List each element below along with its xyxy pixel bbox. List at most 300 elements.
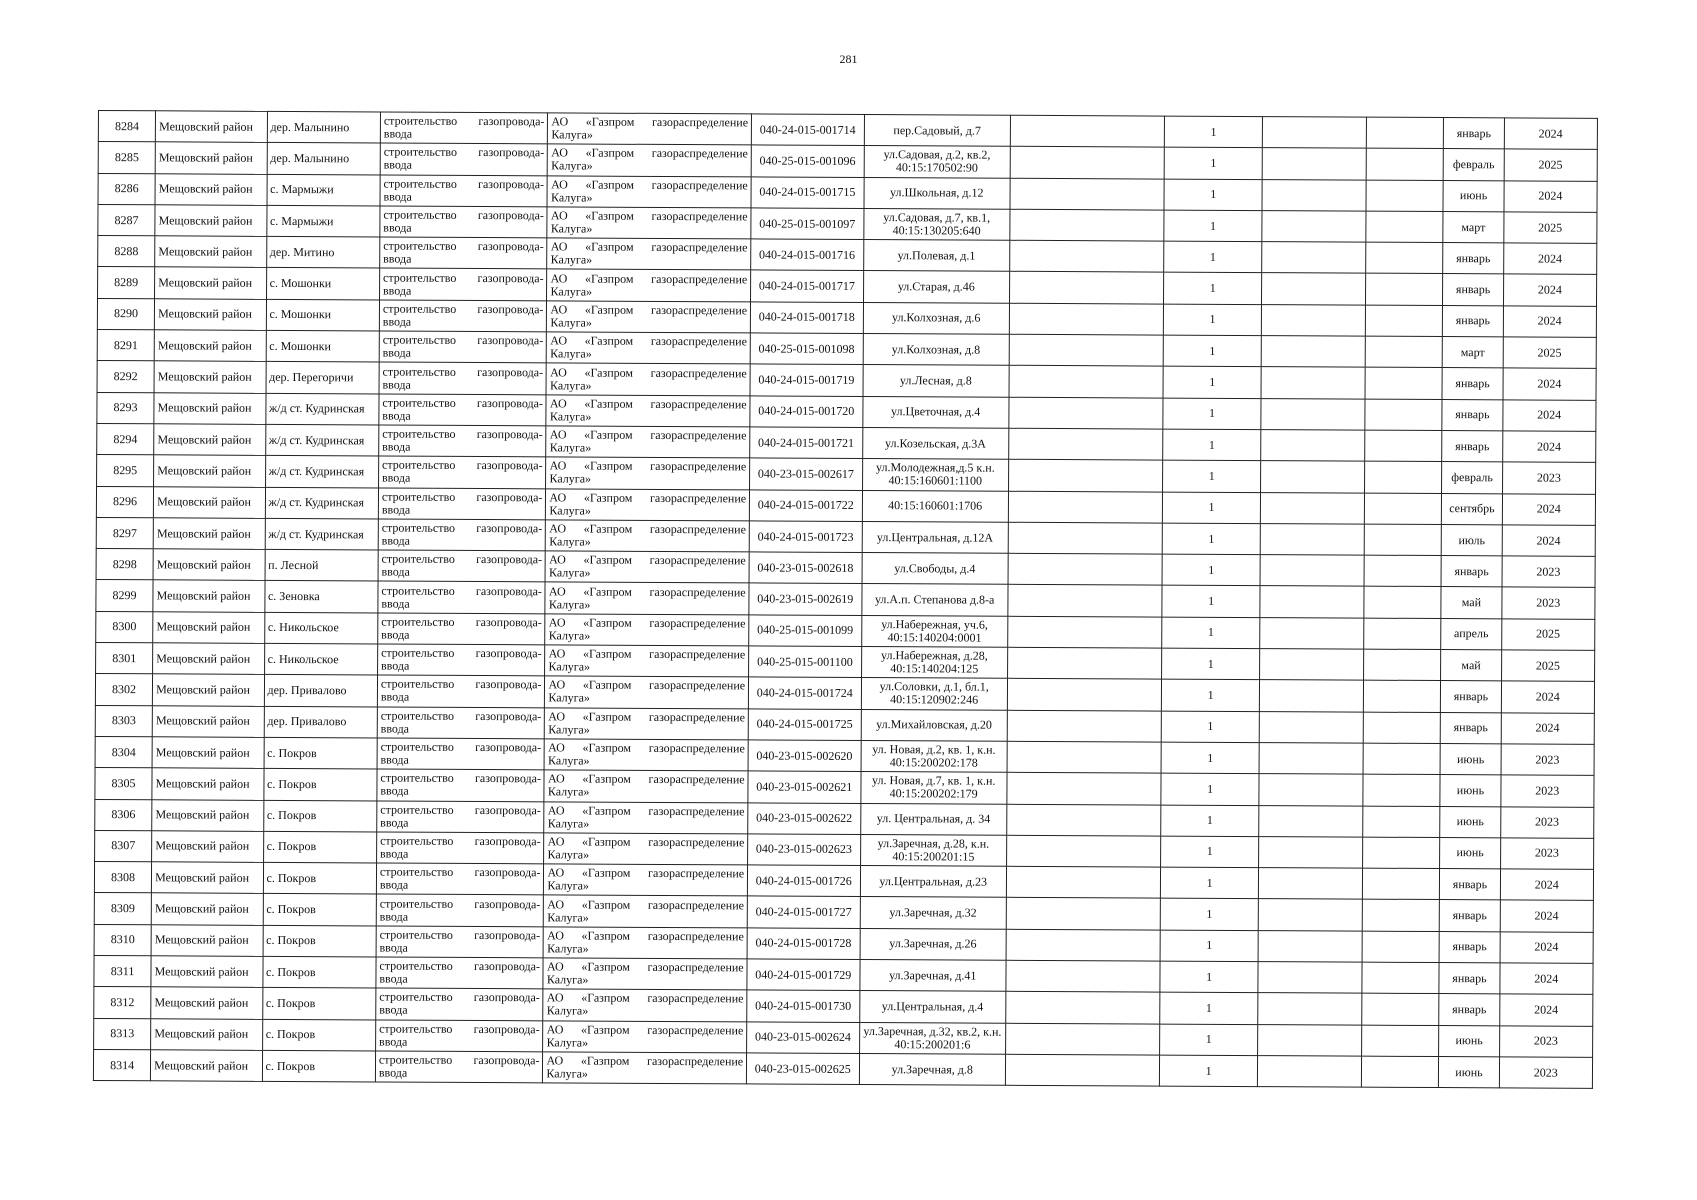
- address-cell: [862, 521, 1009, 553]
- org-word3: газораспределение: [648, 834, 745, 850]
- address-line1: ул.Колхозная, д.8: [891, 341, 981, 357]
- locality-cell: с. Покров: [264, 737, 378, 769]
- empty-cell: [1257, 1024, 1362, 1056]
- work-type-cell: [379, 331, 547, 363]
- year-cell: 2024: [1501, 681, 1595, 713]
- empty-cell: [1262, 148, 1367, 180]
- work-type-word2: газопровода-: [477, 239, 544, 254]
- quantity-cell: 1: [1163, 523, 1260, 555]
- work-type-word3: ввода: [380, 658, 410, 673]
- locality-cell: ж/д ст. Кудринская: [265, 456, 379, 488]
- empty-cell: [1259, 617, 1364, 649]
- address-line1: ул.Садовая, д.2, кв.2,: [883, 147, 991, 163]
- address-cell: [863, 208, 1010, 240]
- project-code-cell: 040-24-015-001720: [750, 396, 863, 428]
- row-number: 8292: [97, 361, 154, 393]
- row-number: 8284: [98, 111, 155, 143]
- org-word1: АО: [551, 114, 569, 129]
- org-word4: Калуга»: [551, 158, 593, 174]
- district-cell: Мещовский район: [152, 768, 264, 800]
- organization-cell: [543, 989, 747, 1021]
- address-cell: [861, 647, 1008, 679]
- org-word4: Калуга»: [546, 1035, 589, 1050]
- org-word1: АО: [551, 145, 569, 160]
- locality-cell: с. Покров: [262, 988, 376, 1020]
- address-cell: [861, 615, 1008, 647]
- locality-cell: с. Мошонки: [266, 268, 380, 300]
- org-word1: АО: [548, 740, 565, 755]
- year-cell: 2024: [1503, 368, 1597, 400]
- row-number: 8303: [95, 705, 152, 737]
- row-number: 8312: [94, 987, 151, 1019]
- table-row: [93, 1049, 1592, 1088]
- work-type-word1: строительство: [383, 207, 457, 222]
- org-word2: «Газпром: [583, 521, 633, 536]
- org-word2: «Газпром: [583, 552, 633, 568]
- work-type-word2: газопровода-: [476, 395, 543, 411]
- work-type-word3: ввода: [380, 752, 409, 767]
- district-cell: Мещовский район: [152, 705, 264, 737]
- month-cell: июнь: [1440, 743, 1500, 775]
- empty-cell: [1007, 741, 1162, 773]
- org-word4: Калуга»: [549, 534, 591, 549]
- row-number: 8305: [95, 768, 152, 800]
- year-cell: 2024: [1503, 243, 1597, 275]
- locality-cell: с. Покров: [262, 1019, 376, 1051]
- organization-cell: [544, 895, 748, 927]
- address-cell: [859, 991, 1006, 1023]
- locality-cell: дер. Перегоричи: [266, 362, 380, 394]
- address-line1: ул.Молодежная,д.5 к.н.: [876, 460, 995, 476]
- month-cell: март: [1443, 211, 1503, 243]
- empty-cell: [1258, 962, 1363, 994]
- address-cell: [863, 177, 1010, 209]
- org-word3: газораспределение: [650, 428, 747, 443]
- quantity-cell: 1: [1164, 210, 1261, 242]
- work-type-word2: газопровода-: [473, 959, 541, 974]
- org-word2: «Газпром: [583, 615, 632, 630]
- org-word1: АО: [550, 270, 568, 286]
- quantity-cell: 1: [1162, 648, 1259, 680]
- organization-cell: [545, 676, 749, 708]
- work-type-word1: строительство: [383, 176, 457, 191]
- row-number: 8297: [96, 517, 153, 549]
- org-word2: «Газпром: [581, 897, 631, 912]
- empty-cell: [1257, 1055, 1362, 1087]
- quantity-cell: 1: [1160, 961, 1257, 993]
- organization-cell: [545, 739, 749, 771]
- year-cell: 2024: [1501, 712, 1595, 744]
- year-cell: 2023: [1500, 838, 1594, 870]
- empty-cell: [1006, 866, 1161, 898]
- empty-cell: [1362, 931, 1439, 963]
- address-cell: [864, 146, 1011, 178]
- project-code-cell: 040-23-015-002620: [748, 740, 861, 772]
- work-type-word2: газопровода-: [474, 802, 541, 817]
- district-cell: Мещовский район: [151, 1018, 263, 1050]
- empty-cell: [1363, 712, 1440, 744]
- org-word2: «Газпром: [581, 865, 631, 881]
- locality-cell: п. Лесной: [265, 550, 379, 582]
- organization-cell: [543, 1052, 747, 1084]
- empty-cell: [1365, 368, 1442, 400]
- org-word3: газораспределение: [648, 772, 745, 787]
- address-cell: [863, 240, 1010, 272]
- address-cell: [863, 365, 1010, 397]
- org-word1: АО: [550, 208, 568, 223]
- project-code-cell: 040-24-015-001717: [751, 270, 864, 302]
- org-word1: АО: [550, 302, 568, 317]
- work-type-word3: ввода: [380, 783, 409, 799]
- org-word3: газораспределение: [649, 584, 746, 599]
- month-cell: январь: [1441, 712, 1501, 744]
- project-code-cell: 040-25-015-001096: [751, 145, 864, 177]
- empty-cell: [1010, 240, 1165, 272]
- month-cell: январь: [1441, 556, 1501, 588]
- org-word3: газораспределение: [647, 960, 744, 975]
- work-type-word3: ввода: [381, 533, 411, 548]
- org-word2: «Газпром: [585, 239, 634, 255]
- organization-cell: [546, 363, 750, 395]
- empty-cell: [1010, 209, 1165, 241]
- empty-cell: [1365, 305, 1442, 337]
- org-word3: газораспределение: [647, 991, 744, 1006]
- empty-cell: [1365, 399, 1442, 431]
- empty-cell: [1008, 553, 1163, 585]
- empty-cell: [1362, 1025, 1439, 1057]
- work-type-word3: ввода: [381, 596, 410, 611]
- work-type-word3: ввода: [382, 377, 411, 392]
- work-type-word3: ввода: [379, 909, 409, 924]
- org-word2: «Газпром: [582, 803, 631, 818]
- org-word3: газораспределение: [651, 271, 748, 287]
- empty-cell: [1363, 837, 1440, 869]
- work-type-word3: ввода: [379, 877, 409, 892]
- district-cell: Мещовский район: [156, 111, 268, 143]
- org-word2: «Газпром: [581, 1022, 630, 1037]
- work-type-word2: газопровода-: [474, 833, 541, 849]
- work-type-cell: [376, 894, 544, 926]
- org-word2: «Газпром: [583, 490, 633, 505]
- organization-cell: [547, 175, 751, 207]
- work-type-word2: газопровода-: [477, 208, 544, 223]
- work-type-cell: [376, 957, 544, 989]
- year-cell: 2025: [1501, 650, 1595, 682]
- quantity-cell: 1: [1164, 179, 1261, 211]
- org-word4: Калуга»: [546, 972, 589, 987]
- project-code-cell: 040-25-015-001098: [750, 333, 863, 365]
- row-number: 8304: [95, 736, 152, 768]
- address-cell: [861, 584, 1008, 616]
- empty-cell: [1366, 242, 1443, 274]
- month-cell: май: [1441, 650, 1501, 682]
- district-cell: Мещовский район: [154, 455, 266, 487]
- year-cell: 2025: [1501, 619, 1595, 651]
- work-type-word1: строительство: [380, 833, 454, 848]
- work-type-cell: [376, 832, 544, 864]
- work-type-word3: ввода: [383, 126, 413, 141]
- work-type-cell: [378, 613, 546, 645]
- district-cell: Мещовский район: [151, 925, 263, 957]
- org-word3: газораспределение: [647, 928, 744, 944]
- work-type-cell: [378, 581, 546, 613]
- work-type-cell: [376, 863, 544, 895]
- project-code-cell: 040-25-015-001100: [749, 646, 862, 678]
- org-word1: АО: [546, 1053, 564, 1068]
- quantity-cell: 1: [1165, 116, 1262, 148]
- org-word2: «Газпром: [581, 928, 631, 943]
- row-number: 8307: [95, 830, 152, 862]
- org-word3: газораспределение: [649, 647, 746, 662]
- project-code-cell: 040-24-015-001721: [750, 427, 863, 459]
- district-cell: Мещовский район: [155, 173, 267, 205]
- month-cell: сентябрь: [1442, 493, 1502, 525]
- work-type-word1: строительство: [382, 457, 456, 473]
- work-type-cell: [378, 488, 546, 520]
- work-type-word1: строительство: [382, 426, 456, 441]
- empty-cell: [1365, 461, 1442, 493]
- quantity-cell: 1: [1164, 273, 1261, 305]
- work-type-word1: строительство: [378, 1052, 453, 1067]
- address-line1: ул. Новая, д.7, кв. 1, к.н.: [872, 773, 996, 789]
- work-type-word1: строительство: [379, 864, 454, 880]
- month-cell: январь: [1442, 399, 1502, 431]
- project-code-cell: 040-24-015-001725: [748, 709, 861, 741]
- org-word3: газораспределение: [651, 177, 748, 193]
- empty-cell: [1362, 1056, 1439, 1088]
- project-code-cell: 040-24-015-001726: [748, 865, 861, 897]
- address-line2: 40:15:200201:15: [892, 849, 975, 864]
- year-cell: 2024: [1500, 900, 1594, 932]
- address-line1: ул.Козельская, д.3А: [884, 435, 987, 451]
- district-cell: Мещовский район: [153, 612, 265, 644]
- work-type-word3: ввода: [382, 314, 412, 329]
- address-cell: [860, 803, 1007, 835]
- project-code-cell: 040-23-015-002624: [747, 1022, 860, 1054]
- empty-cell: [1009, 428, 1164, 460]
- empty-cell: [1262, 210, 1367, 242]
- work-type-word1: строительство: [380, 739, 454, 754]
- locality-cell: дер. Привалово: [264, 675, 378, 707]
- address-cell: [860, 866, 1007, 898]
- project-code-cell: 040-23-015-002618: [749, 552, 862, 584]
- work-type-word1: строительство: [383, 270, 457, 285]
- quantity-cell: 1: [1163, 554, 1260, 586]
- address-cell: [861, 678, 1008, 710]
- locality-cell: с. Покров: [262, 1050, 376, 1082]
- org-word4: Калуга»: [549, 409, 592, 424]
- org-word3: газораспределение: [650, 459, 747, 474]
- address-line2: 40:15:200201:6: [894, 1036, 971, 1052]
- address-line2: 40:15:160601:1100: [888, 473, 983, 489]
- project-code-cell: 040-24-015-001716: [751, 239, 864, 271]
- work-type-word2: газопровода-: [477, 270, 544, 285]
- org-word3: газораспределение: [647, 1053, 744, 1069]
- org-word4: Калуга»: [550, 315, 592, 330]
- month-cell: январь: [1442, 431, 1502, 463]
- empty-cell: [1363, 806, 1440, 838]
- work-type-word3: ввода: [383, 220, 412, 235]
- org-word1: АО: [547, 771, 565, 786]
- quantity-cell: 1: [1163, 366, 1260, 398]
- year-cell: 2023: [1502, 556, 1596, 588]
- org-word1: АО: [547, 803, 565, 818]
- org-word2: «Газпром: [584, 427, 633, 442]
- address-line1: ул.Садовая, д.7, кв.1,: [883, 210, 991, 225]
- locality-cell: с. Покров: [263, 800, 377, 832]
- project-code-cell: 040-25-015-001097: [751, 208, 864, 240]
- organization-cell: [544, 927, 748, 959]
- month-cell: июнь: [1439, 1056, 1499, 1088]
- work-type-word2: газопровода-: [477, 333, 544, 348]
- district-cell: Мещовский район: [154, 424, 266, 456]
- work-type-cell: [379, 394, 547, 426]
- organization-cell: [544, 801, 748, 833]
- work-type-word1: строительство: [382, 301, 457, 316]
- quantity-cell: 1: [1160, 992, 1257, 1024]
- row-number: 8287: [98, 204, 155, 236]
- district-cell: Мещовский район: [153, 643, 265, 675]
- org-word1: АО: [546, 959, 564, 974]
- work-type-word3: ввода: [379, 1034, 408, 1049]
- organization-cell: [545, 707, 749, 739]
- empty-cell: [1262, 117, 1367, 149]
- empty-cell: [1364, 587, 1441, 619]
- organization-cell: [544, 770, 748, 802]
- work-type-word1: строительство: [379, 896, 454, 911]
- work-type-word1: строительство: [379, 1021, 453, 1036]
- organization-cell: [547, 269, 751, 301]
- work-type-word1: строительство: [379, 927, 453, 942]
- project-code-cell: 040-23-015-002625: [747, 1053, 860, 1085]
- empty-cell: [1010, 147, 1165, 179]
- org-word4: Калуга»: [546, 1066, 588, 1081]
- org-word4: Калуга»: [546, 1003, 589, 1019]
- org-word1: АО: [548, 583, 566, 599]
- register-body: [93, 111, 1597, 1089]
- address-cell: [859, 1053, 1006, 1085]
- work-type-word1: строительство: [380, 770, 454, 786]
- org-word2: «Газпром: [582, 834, 631, 849]
- locality-cell: с. Покров: [263, 862, 377, 894]
- address-cell: [862, 553, 1009, 585]
- empty-cell: [1007, 710, 1162, 742]
- district-cell: Мещовский район: [151, 956, 263, 988]
- org-word1: АО: [547, 865, 565, 880]
- district-cell: Мещовский район: [155, 236, 267, 268]
- project-code-cell: 040-24-015-001730: [747, 990, 860, 1022]
- locality-cell: дер. Митино: [266, 237, 380, 269]
- row-number: 8291: [97, 330, 154, 362]
- work-type-cell: [377, 644, 545, 676]
- org-word4: Калуга»: [549, 377, 592, 393]
- org-word1: АО: [548, 646, 566, 661]
- district-cell: Мещовский район: [153, 549, 265, 581]
- org-word2: «Газпром: [584, 271, 634, 286]
- locality-cell: ж/д ст. Кудринская: [265, 518, 379, 550]
- work-type-word2: газопровода-: [475, 614, 542, 630]
- address-cell: [859, 960, 1006, 992]
- work-type-word1: строительство: [379, 958, 453, 974]
- work-type-cell: [378, 550, 546, 582]
- register-table: [93, 110, 1598, 1089]
- empty-cell: [1008, 522, 1163, 554]
- month-cell: январь: [1443, 243, 1503, 275]
- org-word3: газораспределение: [649, 553, 746, 568]
- empty-cell: [1261, 242, 1366, 274]
- org-word3: газораспределение: [649, 521, 746, 537]
- org-word1: АО: [548, 615, 566, 630]
- year-cell: 2023: [1499, 1025, 1593, 1057]
- org-word2: «Газпром: [580, 1053, 630, 1068]
- month-cell: март: [1443, 337, 1503, 369]
- address-line1: ул.Центральная, д.23: [879, 873, 988, 889]
- project-code-cell: 040-24-015-001728: [747, 928, 860, 960]
- work-type-cell: [377, 707, 545, 739]
- org-word4: Калуга»: [550, 221, 593, 236]
- district-cell: Мещовский район: [154, 392, 266, 424]
- work-type-word3: ввода: [381, 627, 410, 642]
- org-word1: АО: [549, 552, 566, 567]
- empty-cell: [1364, 618, 1441, 650]
- address-line1: ул.Заречная, д.26: [889, 936, 977, 951]
- organization-cell: [546, 395, 750, 427]
- year-cell: 2024: [1503, 274, 1597, 306]
- month-cell: январь: [1443, 305, 1503, 337]
- work-type-word1: строительство: [381, 583, 455, 598]
- org-word3: газораспределение: [651, 146, 748, 161]
- address-line1: ул.Набережная, уч.6,: [881, 616, 988, 632]
- year-cell: 2025: [1503, 212, 1597, 244]
- month-cell: февраль: [1442, 462, 1502, 494]
- locality-cell: с. Покров: [263, 894, 377, 926]
- work-type-word2: газопровода-: [478, 145, 545, 160]
- work-type-word2: газопровода-: [475, 677, 542, 692]
- address-line1: ул.Михайловская, д.20: [876, 717, 992, 732]
- org-word3: газораспределение: [647, 1022, 744, 1038]
- year-cell: 2024: [1502, 431, 1596, 463]
- empty-cell: [1258, 899, 1363, 931]
- address-line1: ул.Заречная, д.8: [891, 1061, 973, 1077]
- work-type-word2: газопровода-: [476, 458, 543, 473]
- month-cell: июль: [1442, 524, 1502, 556]
- work-type-word3: ввода: [381, 502, 411, 517]
- org-word1: АО: [547, 834, 565, 849]
- org-word1: АО: [551, 177, 568, 192]
- quantity-cell: 1: [1163, 460, 1260, 492]
- address-line1: ул.Свободы, д.4: [894, 560, 976, 576]
- organization-cell: [546, 551, 750, 583]
- empty-cell: [1362, 962, 1439, 994]
- month-cell: январь: [1439, 994, 1499, 1026]
- org-word3: газораспределение: [648, 803, 745, 819]
- project-code-cell: 040-23-015-002621: [748, 771, 861, 803]
- org-word4: Калуга»: [548, 690, 590, 706]
- org-word3: газораспределение: [647, 897, 745, 912]
- empty-cell: [1259, 805, 1364, 837]
- row-number: 8301: [96, 643, 153, 675]
- row-number: 8309: [94, 893, 151, 925]
- work-type-cell: [380, 237, 548, 269]
- locality-cell: с. Никольское: [264, 612, 378, 644]
- district-cell: Мещовский район: [151, 893, 263, 925]
- work-type-word2: газопровода-: [477, 301, 544, 317]
- month-cell: июнь: [1440, 837, 1500, 869]
- empty-cell: [1261, 367, 1366, 399]
- empty-cell: [1365, 430, 1442, 462]
- row-number: 8302: [95, 674, 152, 706]
- year-cell: 2023: [1502, 462, 1596, 494]
